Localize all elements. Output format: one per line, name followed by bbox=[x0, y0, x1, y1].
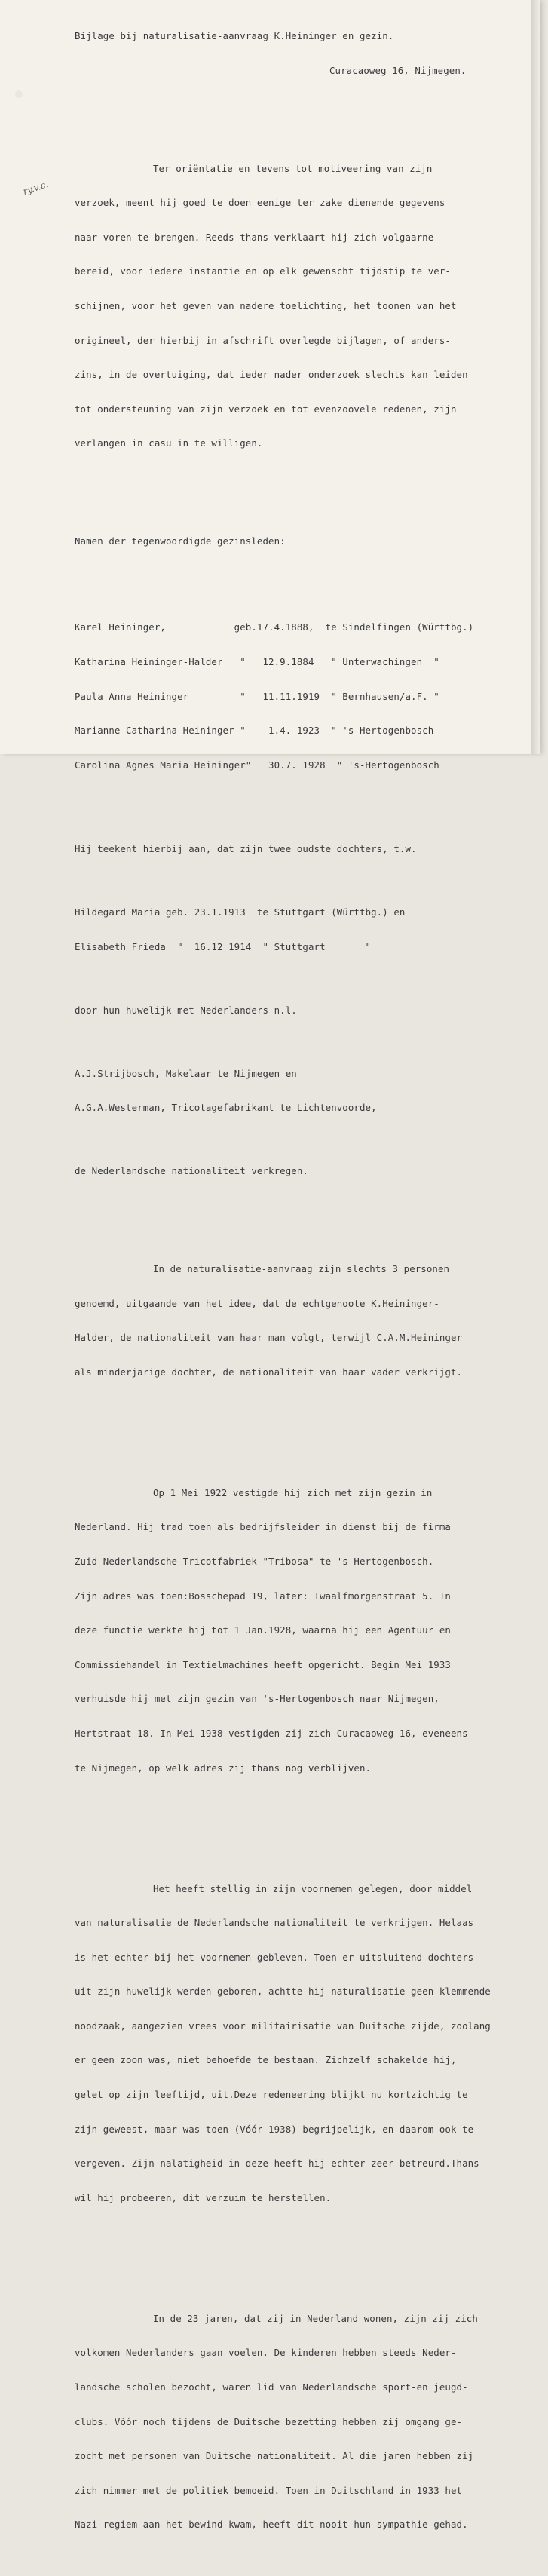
typed-text bbox=[75, 8, 536, 2576]
header-line-2: Curacaoweg 16, Nijmegen. bbox=[329, 65, 467, 76]
paragraph-4: Het heeft stellig in zijn voornemen gelegen, door middel van naturalisatie de Nederlandsche nationaliteit te verkrijgen. Helaas is het echter bij het voornemen gebleven. Toen er uitsluitend dochters uit zijn huwelijk werden geboren, achtte hij naturalisatie geen klemmende noodzaak, aangezien vrees voor militairisatie van Duitsche zijde, zoolang er geen zoon was, niet behoefde te bestaan. Zichzelf schakelde hij, gelet op zijn leeftijd, uit.Deze redeneering blijkt nu kortzichtig te zijn geweest, maar was toen (Vóór 1938) begrijpelijk, en daarom ook te vergeven. Zijn nalatigheid in deze heeft hij echter zeer betreurd.Thans wil hij probeeren, dit verzuim te herstellen. bbox=[75, 1882, 491, 2203]
paragraph-1: Ter oriëntatie en tevens tot motiveering van zijn verzoek, meent hij goed te doen eenige ter zake dienende gegevens naar voren te brengen. Reeds thans verklaart hij zich volgaarne bereid, voor iedere instantie en op elk gewenscht tijdstip te ver- schijnen, voor het geven van nadere toelichting, het toonen van het origineel, der hierbij in afschrift overlegde bijlagen, of anders- zins, in de overtuiging, dat ieder nader onderzoek slechts kan leiden tot ondersteuning van zijn verzoek en tot evenzoovele redenen, zijn verlangen in casu in te willigen. bbox=[75, 162, 468, 449]
paper-spot bbox=[15, 90, 23, 98]
handwritten-margin-note: ry.v.c. bbox=[21, 179, 50, 197]
member-row: Karel Heininger, geb.17.4.1888, te Sindelfingen (Württbg.) bbox=[75, 621, 474, 633]
paragraph-2: In de naturalisatie-aanvraag zijn slechts 3 personen genoemd, uitgaande van het idee, dat de echtgenoote K.Heininger- Halder, de nationaliteit van haar man volgt, terwijl C.A.M.Heininger als minderjarige dochter, de nationaliteit van haar vader verkrijgt. bbox=[75, 1262, 463, 1378]
marriage-line: door hun huwelijk met Nederlanders n.l. bbox=[75, 1004, 297, 1016]
member-row: Carolina Agnes Maria Heininger" 30.7. 1928 " 's-Hertogenbosch bbox=[75, 759, 439, 771]
member-row: Paula Anna Heininger " 11.11.1919 " Bernhausen/a.F. " bbox=[75, 690, 439, 702]
daughters-intro: Hij teekent hierbij aan, dat zijn twee oudste dochters, t.w. bbox=[75, 843, 417, 855]
family-members-list bbox=[75, 599, 536, 793]
spouse-row: A.G.A.Westerman, Tricotagefabrikant te Lichtenvoorde, bbox=[75, 1102, 377, 1114]
daughter-row: Elisabeth Frieda " 16.12 1914 " Stuttgart " bbox=[75, 940, 372, 952]
paragraph-3: Op 1 Mei 1922 vestigde hij zich met zijn gezin in Nederland. Hij trad toen als bedrijfsleider in dienst bij de firma Zuid Nederlandsche Tricotfabriek "Tribosa" te 's-Hertogenbosch. Zijn adres was toen:Bosschepad 19, later: Twaalfmorgenstraat 5. In deze functie werkte hij tot 1 Jan.1928, waarna hij een Agentuur en Commissiehandel in Textielmachines heeft opgericht. Begin Mei 1933 verhuisde hij met zijn gezin van 's-Hertogenbosch naar Nijmegen, Hertstraat 18. In Mei 1938 vestigden zij zich Curacaoweg 16, eveneens te Nijmegen, op welk adres zij thans nog verblijven. bbox=[75, 1486, 468, 1774]
members-heading: Namen der tegenwoordigde gezinsleden: bbox=[75, 535, 286, 547]
nationality-line: de Nederlandsche nationaliteit verkregen. bbox=[75, 1165, 308, 1177]
daughter-row: Hildegard Maria geb. 23.1.1913 te Stuttgart (Württbg.) en bbox=[75, 906, 406, 918]
paragraph-5: In de 23 jaren, dat zij in Nederland wonen, zijn zij zich volkomen Nederlanders gaan voelen. De kinderen hebben steeds Neder- landsche scholen bezocht, waren lid van Nederlandsche sport-en jeugd- clubs. Vóór noch tijdens de Duitsche bezetting hebben zij omgang ge- zocht met personen van Duitsche nationaliteit. Al die jaren hebben zij zich nimmer met de politiek bemoeid. Toen in Duitschland in 1933 het Nazi-regiem aan het bewind kwam, heeft dit nooit hun sympathie gehad. bbox=[75, 2312, 478, 2531]
spouse-row: A.J.Strijbosch, Makelaar te Nijmegen en bbox=[75, 1067, 297, 1079]
header-line-1: Bijlage bij naturalisatie-aanvraag K.Heininger en gezin. bbox=[75, 30, 394, 42]
member-row: Marianne Catharina Heininger " 1.4. 1923 " 's-Hertogenbosch bbox=[75, 725, 434, 737]
member-row: Katharina Heininger-Halder " 12.9.1884 " Unterwachingen " bbox=[75, 655, 439, 667]
